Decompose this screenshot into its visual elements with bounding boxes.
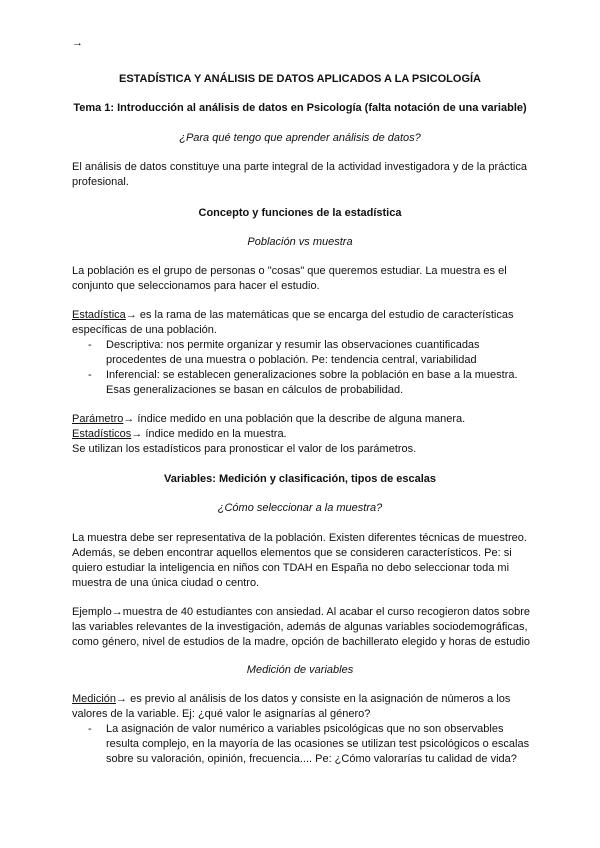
- subheading-medicion: Medición de variables: [246, 664, 354, 676]
- question-heading: ¿Para qué tengo que aprender análisis de datos?: [179, 132, 421, 144]
- bullet-inferencial-line-1: Inferencial: se establecen generalizaciones sobre la población en base a la muestra.: [106, 369, 518, 381]
- document-title: ESTADÍSTICA Y ANÁLISIS DE DATOS APLICADOS A LA PSICOLOGÍA: [118, 73, 481, 85]
- ejemplo-line-1: Ejemplo→muestra de 40 estudiantes con ansiedad. Al acabar el curso recogieron datos sobre: [72, 606, 530, 618]
- bullet-inferencial-line-2: Esas generalizaciones se basan en cálculos de probabilidad.: [106, 384, 404, 396]
- ejemplo-line-3: como género, nivel de estudios de la madre, opción de bachillerato elegido y horas de estudio: [72, 636, 531, 648]
- poblacion-line-2: conjunto que seleccionamos para hacer el estudio.: [72, 280, 320, 292]
- term-estadistica: Estadística: [72, 309, 126, 321]
- term-medicion: Medición: [72, 693, 117, 705]
- estadisticos-text: → índice medido en la muestra.: [131, 428, 287, 440]
- section-heading-concepto: Concepto y funciones de la estadística: [198, 207, 402, 219]
- bullet-dash: -: [88, 723, 92, 735]
- estadistica-line-2: específicas de una población.: [72, 324, 217, 336]
- muestra-line-1: La muestra debe ser representativa de la población. Existen diferentes técnicas de muestreo.: [72, 532, 527, 544]
- medicion-definition: [72, 692, 510, 706]
- estadistica-definition: [72, 308, 513, 322]
- bullet-descriptiva-line-1: Descriptiva: nos permite organizar y resumir las observaciones cuantificadas: [106, 339, 480, 351]
- bullet-descriptiva-line-2: procedentes de una muestra o población. Pe: tendencia central, variabilidad: [106, 354, 477, 366]
- topic-heading: Tema 1: Introducción al análisis de datos en Psicología (falta notación de una variable): [73, 102, 527, 114]
- ejemplo-line-2: las variables relevantes de la investigación, además de algunas variables sociodemográficas,: [72, 621, 528, 633]
- parametro-text: → índice medido en una población que la describe de alguna manera.: [123, 413, 466, 425]
- subheading-seleccionar: ¿Cómo seleccionar a la muestra?: [217, 502, 383, 514]
- bullet-asignacion-line-3: sobre su valoración, opinión, frecuencia.... Pe: ¿Cómo valorarías tu calidad de vida?: [106, 753, 517, 765]
- muestra-line-2: Además, se deben encontrar aquellos elementos que se consideren característicos. Pe: si: [72, 547, 512, 559]
- subheading-poblacion: Población vs muestra: [247, 236, 353, 248]
- arrow-glyph: →: [72, 37, 83, 49]
- term-parametro: Parámetro: [72, 413, 124, 425]
- bullet-dash: -: [88, 339, 92, 351]
- intro-line-1: El análisis de datos constituye una parte integral de la actividad investigadora y de la práctica: [72, 161, 527, 173]
- bullet-asignacion-line-2: resulta complejo, en la mayoría de las ocasiones se utilizan test psicológicos o escalas: [106, 738, 530, 750]
- estadisticos-definition: [72, 427, 287, 441]
- muestra-line-4: muestra de una única ciudad o centro.: [72, 577, 260, 589]
- bullet-asignacion-line-1: La asignación de valor numérico a variables psicológicas que no son observables: [106, 723, 504, 735]
- bullet-dash: -: [88, 369, 92, 381]
- medicion-line-2: valores de la variable. Ej: ¿qué valor le asignarías al género?: [72, 708, 371, 720]
- poblacion-line-1: La población es el grupo de personas o "cosas" que queremos estudiar. La muestra es el: [72, 265, 507, 277]
- muestra-line-3: quiero estudiar la inteligencia en niños con TDAH en España no debo seleccionar toda mi: [72, 562, 510, 574]
- pronostico-text: Se utilizan los estadísticos para pronosticar el valor de los parámetros.: [72, 443, 417, 455]
- section-heading-variables: Variables: Medición y clasificación, tipos de escalas: [163, 473, 437, 485]
- parametro-definition: [72, 412, 465, 426]
- estadistica-text: → es la rama de las matemáticas que se encarga del estudio de características: [125, 309, 514, 321]
- intro-line-2: profesional.: [72, 176, 129, 188]
- term-estadisticos: Estadísticos: [72, 428, 132, 440]
- medicion-text: → es previo al análisis de los datos y consiste en la asignación de números a los: [116, 693, 511, 705]
